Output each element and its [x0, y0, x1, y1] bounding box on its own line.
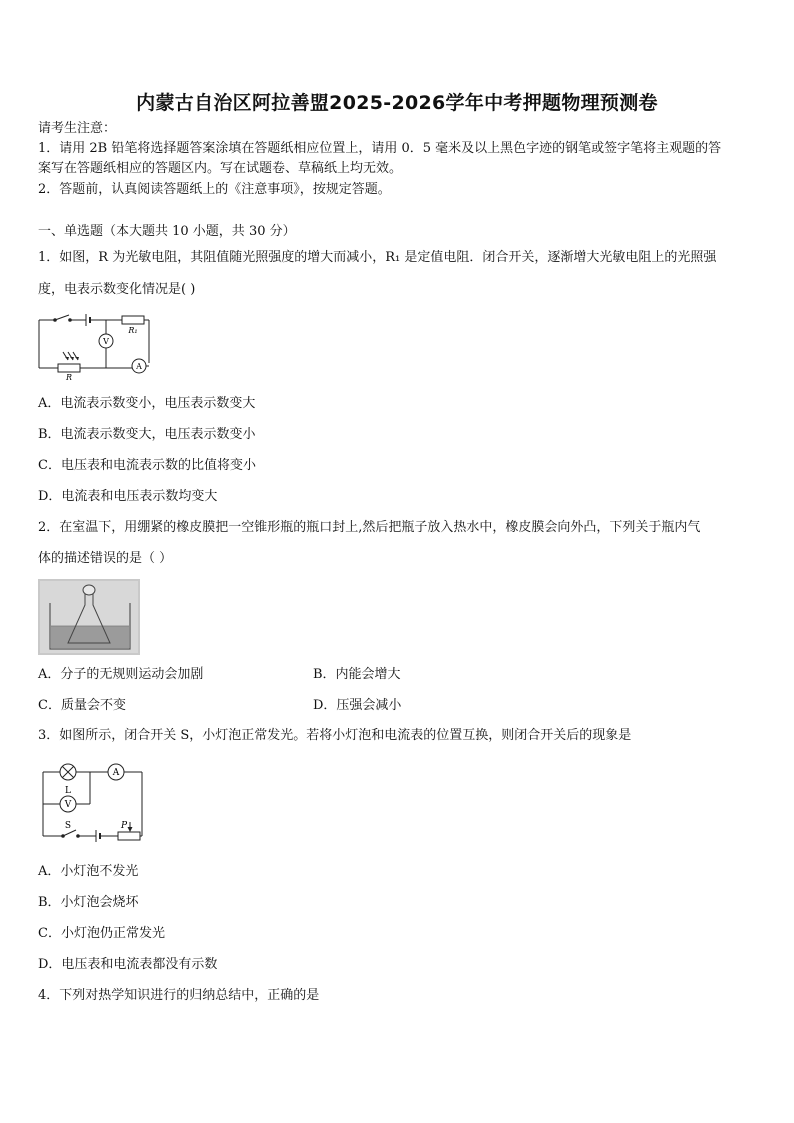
- q4-stem-line-1: 4．下列对热学知识进行的归纳总结中，正确的是: [38, 988, 320, 1003]
- q2-option-d: D．压强会减小: [313, 698, 402, 713]
- q1-option-a: A．电流表示数变小，电压表示数变大: [38, 396, 256, 411]
- q2-option-c: C．质量会不变: [38, 698, 126, 713]
- q1-option-d: D．电流表和电压表示数均变大: [38, 489, 218, 504]
- q1-option-c: C．电压表和电流表示数的比值将变小: [38, 458, 256, 473]
- q1-stem-line-1: 1．如图，R 为光敏电阻，其阻值随光照强度的增大而减小，R₁ 是定值电阻．闭合开关，逐渐增大光敏电阻上的光照强: [38, 250, 717, 265]
- q1-option-b: B．电流表示数变大，电压表示数变小: [38, 427, 256, 442]
- q3-ammeter-label: A: [112, 768, 120, 778]
- page-title: 内蒙古自治区阿拉善盟2025-2026学年中考押题物理预测卷: [136, 92, 658, 114]
- q2-option-b: B．内能会增大: [313, 667, 401, 682]
- q1-label-r: R: [65, 373, 73, 380]
- q2-flask-photo: [38, 579, 140, 655]
- q3-option-d: D．电压表和电流表都没有示数: [38, 957, 218, 972]
- q1-ammeter-label: A: [136, 362, 142, 371]
- q2-option-a: A．分子的无规则运动会加剧: [38, 667, 204, 682]
- q2-stem-line-1: 2．在室温下，用绷紧的橡皮膜把一空锥形瓶的瓶口封上,然后把瓶子放入热水中，橡皮膜会向外凸，下列关于瓶内气: [38, 520, 701, 535]
- notice-line-1b: 案写在答题纸相应的答题区内。写在试题卷、草稿纸上均无效。: [38, 161, 403, 176]
- notice-heading: 请考生注意：: [38, 121, 117, 136]
- q2-stem-line-2: 体的描述错误的是（ ）: [38, 551, 173, 566]
- q3-label-p: P: [120, 821, 128, 831]
- q1-circuit-diagram: [36, 308, 152, 380]
- q1-voltmeter-label: V: [103, 337, 109, 346]
- q3-voltmeter-label: V: [64, 800, 72, 810]
- notice-line-2: 2．答题前，认真阅读答题纸上的《注意事项》，按规定答题。: [38, 182, 391, 197]
- q1-label-r1: R₁: [128, 326, 138, 335]
- q3-option-b: B．小灯泡会烧坏: [38, 895, 139, 910]
- q3-option-c: C．小灯泡仍正常发光: [38, 926, 165, 941]
- q3-label-l: L: [65, 786, 71, 796]
- q3-option-a: A．小灯泡不发光: [38, 864, 139, 879]
- q3-label-s: S: [64, 821, 72, 831]
- q1-stem-line-2: 度，电表示数变化情况是( ): [38, 282, 196, 297]
- q3-circuit-diagram: [38, 758, 148, 844]
- section-heading: 一、单选题（本大题共 10 小题，共 30 分）: [38, 224, 296, 239]
- q3-stem-line-1: 3．如图所示，闭合开关 S，小灯泡正常发光。若将小灯泡和电流表的位置互换，则闭合开关后的现象是: [38, 728, 632, 743]
- notice-line-1a: 1．请用 2B 铅笔将选择题答案涂填在答题纸相应位置上，请用 0．5 毫米及以上黑色字迹的钢笔或签字笔将主观题的答: [38, 141, 722, 156]
